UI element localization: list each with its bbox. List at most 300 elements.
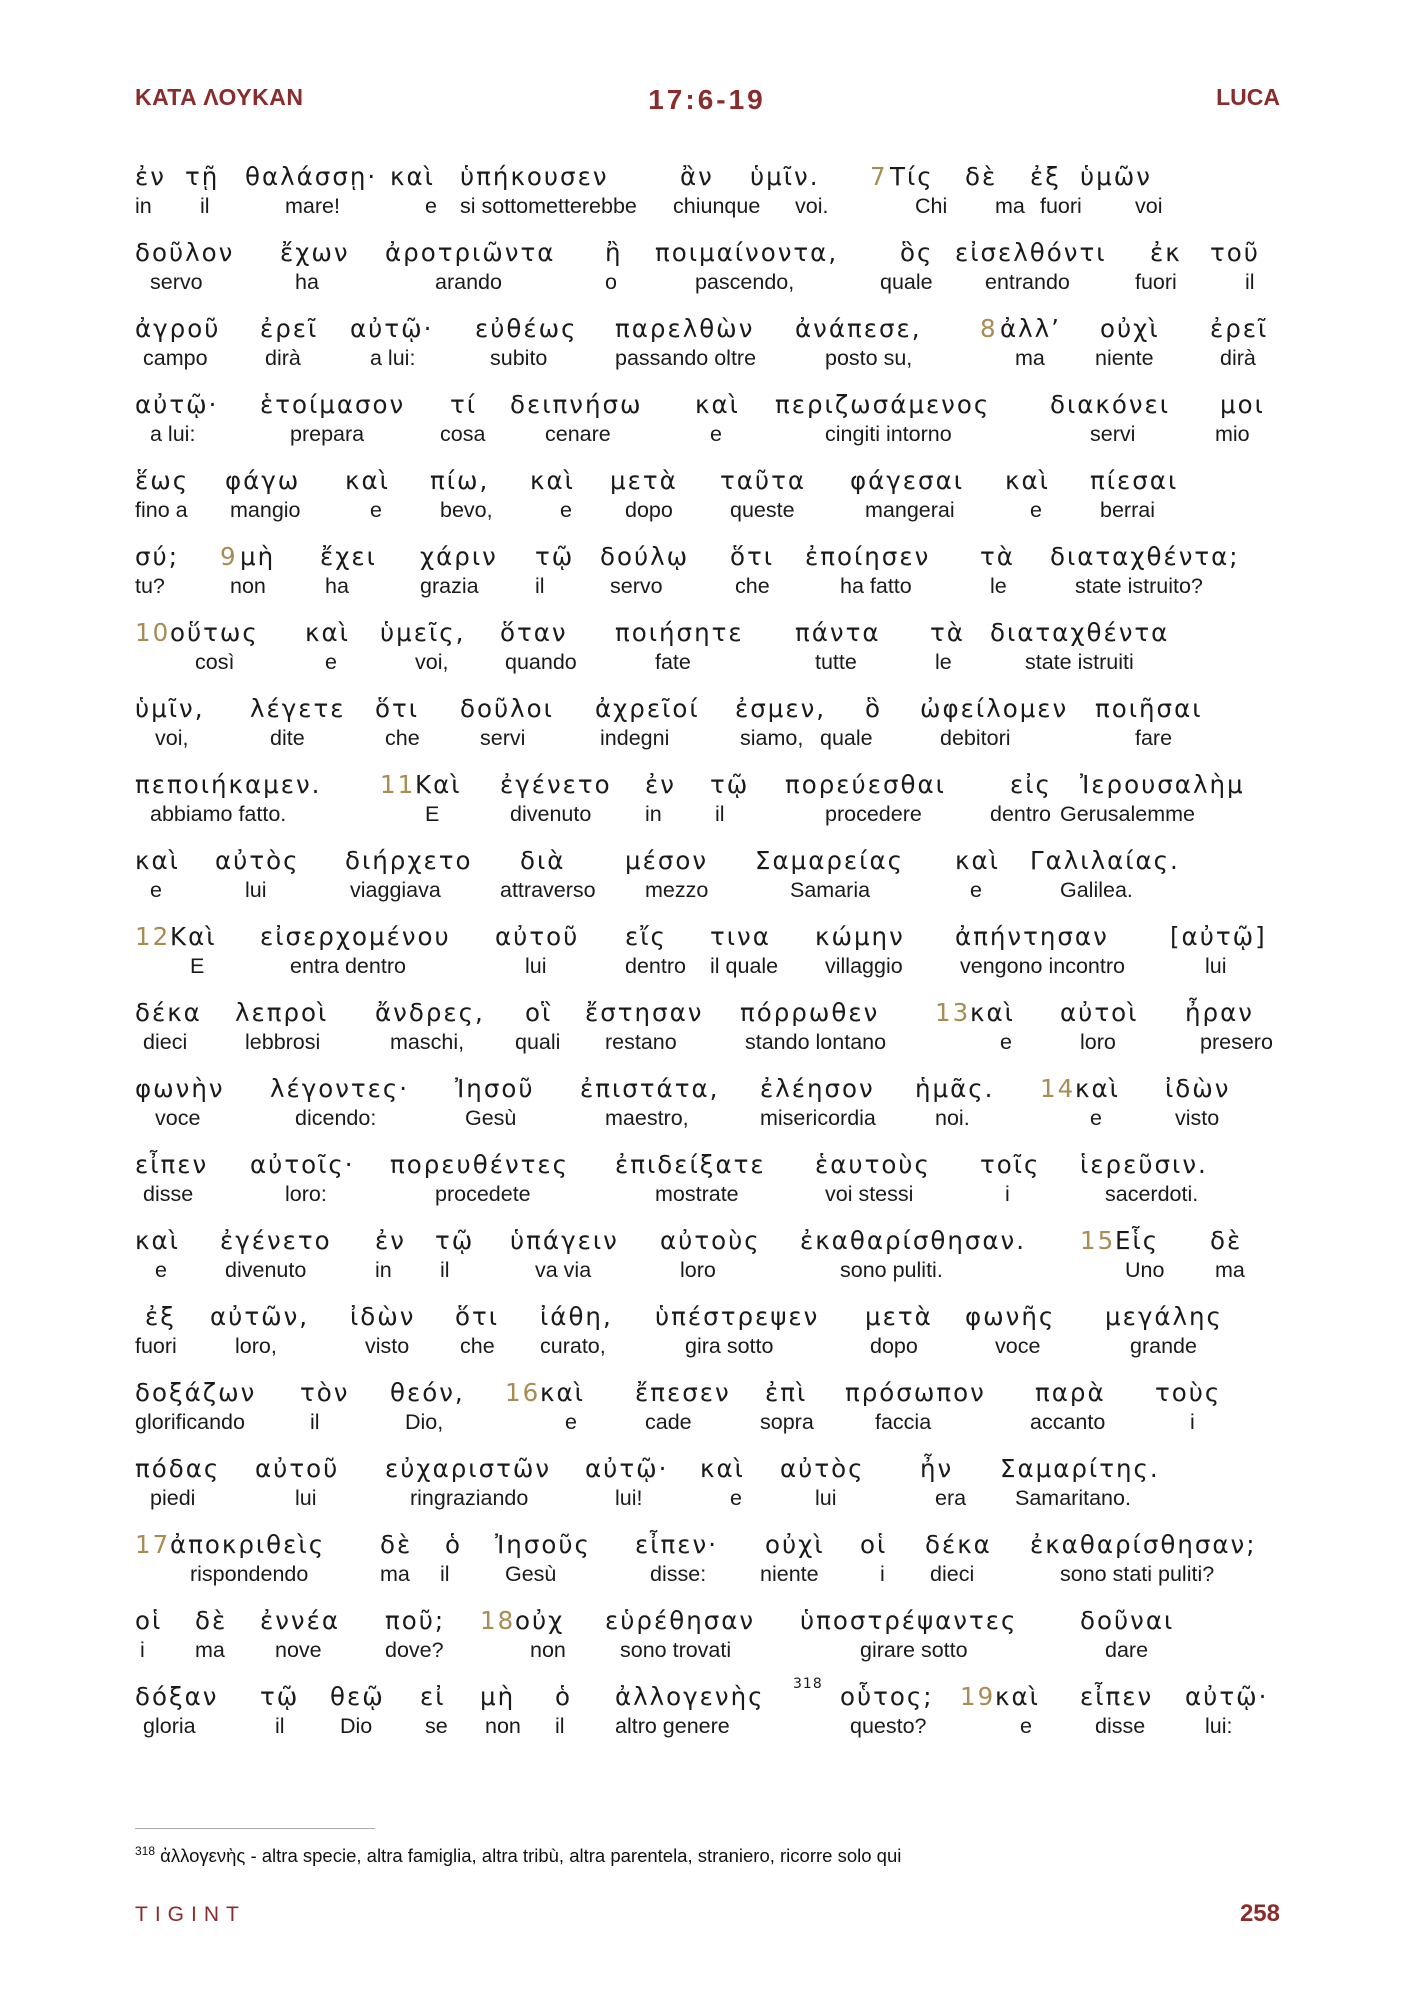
greek-word: τί: [450, 390, 478, 419]
greek-word: εἶπεν: [1080, 1682, 1154, 1711]
footnote: [135, 1844, 901, 1867]
greek-word: διακόνει: [1050, 390, 1171, 419]
italian-gloss: fare: [1135, 726, 1173, 750]
greek-word: φάγεσαι: [850, 466, 965, 495]
greek-word: θαλάσσῃ·: [245, 162, 378, 191]
italian-gloss: Dio,: [405, 1410, 444, 1434]
greek-word: χάριν: [420, 542, 498, 571]
greek-word: ὑπέστρεψεν: [655, 1302, 820, 1331]
italian-gloss: entra dentro: [290, 954, 406, 978]
greek-word: αὐτοῦ: [255, 1454, 340, 1483]
italian-gloss: dite: [270, 726, 305, 750]
italian-gloss: e: [1090, 1106, 1102, 1130]
italian-gloss: il: [200, 194, 210, 218]
verse-number: 12: [135, 922, 171, 951]
greek-word: δοῦλοι: [460, 694, 554, 723]
italian-gloss: che: [385, 726, 420, 750]
greek-word: εἰσελθόντι: [955, 238, 1107, 267]
italian-gloss: curato,: [540, 1334, 606, 1358]
greek-word: ἰάθη,: [540, 1302, 613, 1331]
greek-word: πόρρωθεν: [740, 998, 880, 1027]
italian-gloss: cenare: [545, 422, 611, 446]
greek-word: ἐννέα: [260, 1606, 341, 1635]
italian-gloss: loro,: [235, 1334, 277, 1358]
italian-gloss: ma: [195, 1638, 225, 1662]
italian-gloss: in: [135, 194, 152, 218]
italian-gloss: fate: [655, 650, 691, 674]
italian-gloss: ringraziando: [410, 1486, 529, 1510]
interlinear-line: [135, 160, 1275, 236]
italian-gloss: a lui:: [370, 346, 416, 370]
interlinear-line: [135, 1604, 1275, 1680]
italian-gloss: ha fatto: [840, 574, 912, 598]
italian-gloss: mare!: [285, 194, 340, 218]
greek-word: περιζωσάμενος: [775, 390, 991, 419]
greek-word: Καὶ: [415, 770, 462, 799]
greek-word: ὁ: [555, 1682, 572, 1711]
greek-word: Γαλιλαίας.: [1030, 846, 1180, 875]
greek-word: τοῦ: [1210, 238, 1260, 267]
italian-gloss: ha: [325, 574, 349, 598]
greek-word: ἀλλ’: [1000, 314, 1061, 343]
greek-word: πρόσωπον: [845, 1378, 986, 1407]
italian-gloss: posto su,: [825, 346, 913, 370]
interlinear-line: [135, 236, 1275, 312]
italian-gloss: procedete: [435, 1182, 531, 1206]
italian-gloss: maestro,: [605, 1106, 689, 1130]
greek-word: ἂν: [680, 162, 714, 191]
italian-gloss: i: [1190, 1410, 1195, 1434]
greek-word: μοι: [1220, 390, 1265, 419]
greek-word: αὐτῶν,: [210, 1302, 310, 1331]
italian-gloss: il: [715, 802, 725, 826]
greek-word: Ἰησοῦς: [495, 1530, 591, 1559]
italian-gloss: stando lontano: [745, 1030, 887, 1054]
greek-word: εὐθέως: [475, 314, 578, 343]
italian-gloss: a lui:: [150, 422, 196, 446]
interlinear-line: [135, 996, 1275, 1072]
italian-gloss: ma: [380, 1562, 410, 1586]
verse-number: 18: [480, 1606, 516, 1635]
italian-gloss: queste: [730, 498, 795, 522]
greek-word: καὶ: [530, 466, 575, 495]
running-header-left: ΚΑΤΑ ΛΟΥΚΑΝ: [135, 84, 304, 110]
greek-word: τῇ: [185, 162, 220, 191]
greek-word: καὶ: [695, 390, 740, 419]
italian-gloss: rispondendo: [190, 1562, 309, 1586]
greek-word: ἐγένετο: [500, 770, 612, 799]
greek-word: εὐχαριστῶν: [385, 1454, 552, 1483]
italian-gloss: dopo: [625, 498, 673, 522]
greek-word: ταῦτα: [720, 466, 806, 495]
italian-gloss: state istruito?: [1075, 574, 1203, 598]
greek-word: πορεύεσθαι: [785, 770, 946, 799]
italian-gloss: quale: [880, 270, 933, 294]
italian-gloss: berrai: [1100, 498, 1155, 522]
italian-gloss: dieci: [930, 1562, 975, 1586]
italian-gloss: procedere: [825, 802, 922, 826]
italian-gloss: quale: [820, 726, 873, 750]
italian-gloss: e: [425, 194, 437, 218]
interlinear-line: [135, 616, 1275, 692]
greek-word: Σαμαρείας: [755, 846, 904, 875]
italian-gloss: noi.: [935, 1106, 970, 1130]
italian-gloss: dentro: [625, 954, 686, 978]
verse-number: 19: [960, 1682, 996, 1711]
italian-gloss: gira sotto: [685, 1334, 774, 1358]
greek-word: ἐκαθαρίσθησαν;: [1030, 1530, 1257, 1559]
italian-gloss: accanto: [1030, 1410, 1106, 1434]
greek-word: εἶπεν·: [635, 1530, 718, 1559]
greek-word: [αὐτῷ]: [1170, 922, 1267, 951]
greek-word: ἐγένετο: [220, 1226, 332, 1255]
italian-gloss: Galilea.: [1060, 878, 1133, 902]
italian-gloss: lui: [525, 954, 547, 978]
greek-word: διαταχθέντα: [990, 618, 1170, 647]
italian-gloss: sono trovati: [620, 1638, 732, 1662]
italian-gloss: non: [530, 1638, 566, 1662]
footer-publisher: TIGINT: [135, 1903, 246, 1926]
italian-gloss: cosa: [440, 422, 486, 446]
italian-gloss: il: [440, 1258, 450, 1282]
italian-gloss: disse: [143, 1182, 194, 1206]
italian-gloss: Samaritano.: [1015, 1486, 1131, 1510]
interlinear-line: [135, 1300, 1275, 1376]
italian-gloss: voi,: [415, 650, 449, 674]
greek-word: εἶπεν: [135, 1150, 209, 1179]
greek-word: καὶ: [700, 1454, 745, 1483]
greek-word: λέγετε: [250, 694, 346, 723]
italian-gloss: loro:: [285, 1182, 327, 1206]
greek-word: ὑπάγειν: [510, 1226, 619, 1255]
greek-word: καὶ: [1075, 1074, 1120, 1103]
greek-word: αὐτοῦ: [495, 922, 580, 951]
verse-number: 11: [380, 770, 416, 799]
greek-word: καὶ: [390, 162, 435, 191]
greek-word: φάγω: [225, 466, 301, 495]
greek-word: δούλῳ: [600, 542, 690, 571]
greek-word: δόξαν: [135, 1682, 219, 1711]
italian-gloss: state istruiti: [1025, 650, 1134, 674]
italian-gloss: il: [1245, 270, 1255, 294]
italian-gloss: quali: [515, 1030, 561, 1054]
italian-gloss: e: [710, 422, 722, 446]
verse-number: 17: [135, 1530, 171, 1559]
greek-word: ἰδὼν: [1165, 1074, 1231, 1103]
italian-gloss: Gesù: [465, 1106, 517, 1130]
italian-gloss: ha: [295, 270, 319, 294]
italian-gloss: niente: [760, 1562, 819, 1586]
greek-word: τῷ: [260, 1682, 300, 1711]
greek-word: οὐχ: [515, 1606, 565, 1635]
greek-word: τῷ: [535, 542, 575, 571]
greek-word: αὐτὸς: [215, 846, 300, 875]
greek-word: σύ;: [135, 542, 179, 571]
greek-word: τῷ: [710, 770, 750, 799]
greek-word: ἐξ: [1030, 162, 1061, 191]
greek-word: ἀγροῦ: [135, 314, 221, 343]
italian-gloss: in: [645, 802, 662, 826]
italian-gloss: pascendo,: [695, 270, 795, 294]
greek-word: ἑτοίμασον: [260, 390, 406, 419]
italian-gloss: arando: [435, 270, 502, 294]
italian-gloss: subito: [490, 346, 548, 370]
greek-word: πορευθέντες: [390, 1150, 570, 1179]
italian-gloss: visto: [1175, 1106, 1220, 1130]
greek-word: καὶ: [995, 1682, 1040, 1711]
greek-word: οἱ: [860, 1530, 888, 1559]
italian-gloss: indegni: [600, 726, 670, 750]
italian-gloss: grande: [1130, 1334, 1197, 1358]
italian-gloss: quando: [505, 650, 577, 674]
italian-gloss: lebbrosi: [245, 1030, 321, 1054]
italian-gloss: e: [370, 498, 382, 522]
italian-gloss: Uno: [1125, 1258, 1165, 1282]
italian-gloss: dieci: [143, 1030, 188, 1054]
italian-gloss: bevo,: [440, 498, 493, 522]
italian-gloss: misericordia: [760, 1106, 876, 1130]
greek-word: μεγάλης: [1105, 1302, 1223, 1331]
italian-gloss: chiunque: [673, 194, 761, 218]
greek-word: Ἰερουσαλὴμ: [1080, 770, 1245, 799]
interlinear-line: [135, 1072, 1275, 1148]
greek-word: καὶ: [970, 998, 1015, 1027]
interlinear-text: [135, 160, 1275, 1756]
chapter-verse-range: 17:6-19: [648, 84, 766, 115]
greek-word: αὐτοὶ: [1060, 998, 1139, 1027]
greek-word: ὑπήκουσεν: [460, 162, 609, 191]
italian-gloss: viaggiava: [350, 878, 441, 902]
greek-word: πεποιήκαμεν.: [135, 770, 322, 799]
italian-gloss: passando oltre: [615, 346, 757, 370]
italian-gloss: mangerai: [865, 498, 955, 522]
greek-word: ἱερεῦσιν.: [1080, 1150, 1208, 1179]
greek-word: διήρχετο: [345, 846, 473, 875]
greek-word: αὐτὸς: [780, 1454, 865, 1483]
interlinear-line: [135, 920, 1275, 996]
greek-word: διὰ: [520, 846, 566, 875]
interlinear-line: [135, 768, 1275, 844]
italian-gloss: presero: [1200, 1030, 1273, 1054]
greek-word: οὐχὶ: [765, 1530, 825, 1559]
italian-gloss: e: [1000, 1030, 1012, 1054]
verse-number: 8: [980, 314, 998, 343]
italian-gloss: fino a: [135, 498, 188, 522]
greek-word: Τίς: [890, 162, 934, 191]
greek-word: δέκα: [135, 998, 202, 1027]
interlinear-line: [135, 692, 1275, 768]
greek-word: δοῦλον: [135, 238, 235, 267]
greek-word: μετὰ: [865, 1302, 933, 1331]
italian-gloss: tu?: [135, 574, 165, 598]
greek-word: ὑμῖν.: [750, 162, 820, 191]
interlinear-line: [135, 1224, 1275, 1300]
italian-gloss: fuori: [1135, 270, 1177, 294]
greek-word: ὃ: [865, 694, 882, 723]
greek-word: μὴ: [240, 542, 276, 571]
greek-word: μετὰ: [610, 466, 678, 495]
greek-word: καὶ: [135, 846, 180, 875]
greek-word: δειπνήσω: [510, 390, 643, 419]
italian-gloss: e: [150, 878, 162, 902]
italian-gloss: non: [230, 574, 266, 598]
greek-word: λεπροὶ: [235, 998, 329, 1027]
greek-word: ἡμᾶς.: [915, 1074, 995, 1103]
greek-word: ὅταν: [500, 618, 568, 647]
greek-word: πόδας: [135, 1454, 221, 1483]
italian-gloss: visto: [365, 1334, 410, 1358]
greek-word: ἀροτριῶντα: [385, 238, 556, 267]
greek-word: ἐλέησον: [760, 1074, 875, 1103]
greek-word: ἐξ: [145, 1302, 176, 1331]
italian-gloss: il: [535, 574, 545, 598]
italian-gloss: E: [425, 802, 440, 826]
italian-gloss: abbiamo fatto.: [150, 802, 287, 826]
greek-word: πίεσαι: [1090, 466, 1179, 495]
greek-word: Ἰησοῦ: [455, 1074, 535, 1103]
verse-number: 9: [220, 542, 238, 571]
greek-word: ἐκ: [1150, 238, 1182, 267]
italian-gloss: fuori: [1040, 194, 1082, 218]
italian-gloss: voce: [155, 1106, 201, 1130]
greek-word: ἦν: [920, 1454, 954, 1483]
italian-gloss: e: [155, 1258, 167, 1282]
greek-word: ἐρεῖ: [260, 314, 319, 343]
greek-word: ἐπιδείξατε: [615, 1150, 766, 1179]
page-number: 258: [1239, 1900, 1280, 1927]
italian-gloss: e: [730, 1486, 742, 1510]
italian-gloss: o: [605, 270, 617, 294]
greek-word: ὅτι: [455, 1302, 500, 1331]
italian-gloss: servo: [150, 270, 203, 294]
greek-word: ἀχρεῖοί: [595, 694, 700, 723]
greek-word: αὐτῷ·: [135, 390, 219, 419]
italian-gloss: dirà: [265, 346, 301, 370]
greek-word: τὸν: [300, 1378, 350, 1407]
italian-gloss: così: [195, 650, 235, 674]
italian-gloss: Samaria: [790, 878, 871, 902]
greek-word: ποιῆσαι: [1095, 694, 1203, 723]
footnote-separator: [135, 1828, 375, 1829]
greek-word: οὕτως: [170, 618, 259, 647]
italian-gloss: sono stati puliti?: [1060, 1562, 1215, 1586]
italian-gloss: gloria: [143, 1714, 196, 1738]
greek-word: τοῖς: [980, 1150, 1041, 1179]
italian-gloss: servo: [610, 574, 663, 598]
greek-word: καὶ: [305, 618, 350, 647]
italian-gloss: lui!: [615, 1486, 643, 1510]
italian-gloss: mangio: [230, 498, 301, 522]
italian-gloss: loro: [680, 1258, 716, 1282]
greek-word: δὲ: [965, 162, 998, 191]
italian-gloss: dicendo:: [295, 1106, 377, 1130]
verse-number: 7: [870, 162, 888, 191]
italian-gloss: niente: [1095, 346, 1154, 370]
italian-gloss: che: [735, 574, 770, 598]
greek-word: ποῦ;: [385, 1606, 446, 1635]
italian-gloss: e: [560, 498, 572, 522]
greek-word: θεῷ: [330, 1682, 385, 1711]
greek-word: ἕως: [135, 466, 190, 495]
italian-gloss: tutte: [815, 650, 857, 674]
greek-word: Εἷς: [1115, 1226, 1160, 1255]
greek-word: Σαμαρίτης.: [1000, 1454, 1160, 1483]
italian-gloss: e: [1030, 498, 1042, 522]
italian-gloss: faccia: [875, 1410, 932, 1434]
greek-word: ὑμῖν,: [135, 694, 205, 723]
greek-word: καὶ: [135, 1226, 180, 1255]
greek-word: Καὶ: [170, 922, 217, 951]
greek-word: εἴς: [625, 922, 667, 951]
interlinear-line: [135, 1376, 1275, 1452]
italian-gloss: dare: [1105, 1638, 1149, 1662]
italian-gloss: glorificando: [135, 1410, 245, 1434]
italian-gloss: se: [425, 1714, 448, 1738]
greek-word: καὶ: [1005, 466, 1050, 495]
footnote-ref: 318: [793, 1676, 823, 1692]
italian-gloss: altro genere: [615, 1714, 730, 1738]
greek-word: δὲ: [195, 1606, 228, 1635]
italian-gloss: sopra: [760, 1410, 814, 1434]
italian-gloss: divenuto: [510, 802, 592, 826]
italian-gloss: dentro: [990, 802, 1051, 826]
interlinear-line: [135, 844, 1275, 920]
italian-gloss: grazia: [420, 574, 479, 598]
greek-word: τὰ: [930, 618, 965, 647]
greek-word: ὃς: [900, 238, 934, 267]
italian-gloss: voi.: [795, 194, 829, 218]
greek-word: τὰ: [980, 542, 1015, 571]
italian-gloss: voi,: [155, 726, 189, 750]
greek-word: ἔχων: [280, 238, 350, 267]
greek-word: οὐχὶ: [1100, 314, 1160, 343]
greek-word: ὑποστρέψαντες: [800, 1606, 1018, 1635]
italian-gloss: nove: [275, 1638, 322, 1662]
greek-word: δοξάζων: [135, 1378, 257, 1407]
greek-word: θεόν,: [390, 1378, 465, 1407]
greek-word: εἰς: [1010, 770, 1052, 799]
interlinear-line: [135, 312, 1275, 388]
italian-gloss: dirà: [1220, 346, 1256, 370]
italian-gloss: che: [460, 1334, 495, 1358]
italian-gloss: E: [190, 954, 205, 978]
italian-gloss: si sottometterebbe: [460, 194, 637, 218]
greek-word: ἦραν: [1185, 998, 1254, 1027]
verse-number: 15: [1080, 1226, 1116, 1255]
italian-gloss: campo: [143, 346, 208, 370]
italian-gloss: loro: [1080, 1030, 1116, 1054]
italian-gloss: il quale: [710, 954, 779, 978]
italian-gloss: cingiti intorno: [825, 422, 952, 446]
greek-word: ἐν: [375, 1226, 406, 1255]
greek-word: ποιήσητε: [615, 618, 744, 647]
greek-word: ἢ: [605, 238, 623, 267]
greek-word: αὐτῷ·: [585, 1454, 669, 1483]
greek-word: ἰδὼν: [350, 1302, 416, 1331]
italian-gloss: e: [325, 650, 337, 674]
verse-number: 16: [505, 1378, 541, 1407]
italian-gloss: lui: [295, 1486, 317, 1510]
italian-gloss: lui:: [1205, 1714, 1233, 1738]
greek-word: ἔπεσεν: [635, 1378, 731, 1407]
italian-gloss: disse: [1095, 1714, 1146, 1738]
greek-word: καὶ: [540, 1378, 585, 1407]
greek-word: δοῦναι: [1080, 1606, 1175, 1635]
interlinear-line: [135, 388, 1275, 464]
greek-word: λέγοντες·: [270, 1074, 410, 1103]
greek-word: ἀνάπεσε,: [795, 314, 922, 343]
greek-word: δέκα: [925, 1530, 992, 1559]
